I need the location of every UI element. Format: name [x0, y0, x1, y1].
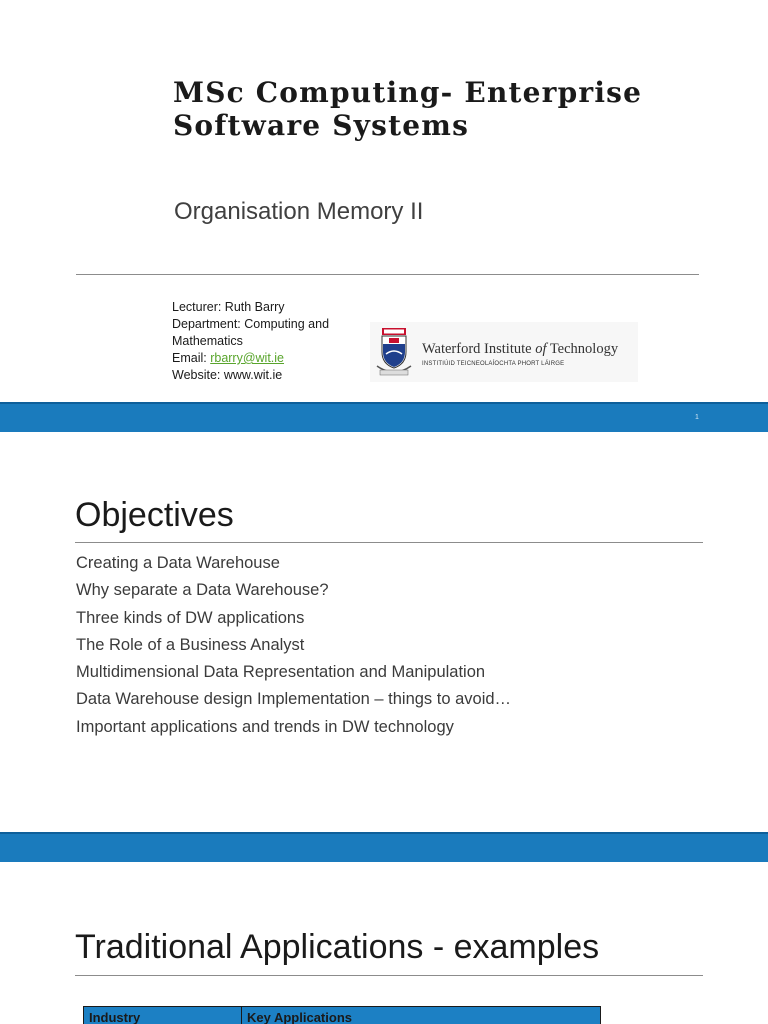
- traditional-apps-title: Traditional Applications - examples: [75, 928, 600, 966]
- email-link[interactable]: rbarry@wit.ie: [210, 351, 285, 365]
- course-title: MSc Computing- Enterprise Software Systems: [173, 76, 643, 142]
- list-item: Three kinds of DW applications: [76, 608, 305, 627]
- lecturer-info: [172, 299, 362, 384]
- objectives-list: [76, 551, 511, 742]
- applications-table: [83, 1006, 601, 1024]
- list-item: Multidimensional Data Representation and Manipulation: [76, 663, 486, 682]
- slide-footer-band: [0, 832, 768, 862]
- institute-irish-name: INSTITIÚID TEICNEOLAÍOCHTA PHORT LÁIRGE: [422, 361, 565, 367]
- page-number: 1: [695, 414, 699, 421]
- list-item: Why separate a Data Warehouse?: [76, 581, 329, 600]
- title-slide: [0, 0, 768, 402]
- institute-name: Waterford Institute of Technology: [422, 341, 619, 357]
- header-industry: Industry: [84, 1007, 242, 1024]
- email-line: [172, 350, 362, 367]
- list-item: The Role of a Business Analyst: [76, 635, 305, 654]
- wit-logo: [370, 322, 638, 382]
- slide-footer-band: [0, 402, 768, 432]
- header-key-applications: Key Applications: [242, 1007, 601, 1024]
- objectives-title: Objectives: [75, 496, 234, 534]
- objectives-slide: [0, 432, 768, 832]
- department: Department: Computing and Mathematics: [172, 317, 330, 348]
- list-item: Creating a Data Warehouse: [76, 554, 280, 572]
- email-label: Email:: [172, 351, 211, 365]
- divider: [75, 542, 703, 543]
- lecturer-name: Lecturer: Ruth Barry: [172, 300, 285, 314]
- divider: [75, 975, 703, 976]
- list-item: Data Warehouse design Implementation – things to avoid…: [76, 690, 512, 709]
- crest-icon: [374, 326, 414, 378]
- slide-subtitle: Organisation Memory II: [174, 198, 424, 225]
- table-header-row: [84, 1007, 601, 1024]
- list-item: Important applications and trends in DW technology: [76, 717, 454, 736]
- traditional-apps-slide: [0, 862, 768, 1024]
- website: Website: www.wit.ie: [172, 368, 283, 382]
- divider: [76, 274, 699, 275]
